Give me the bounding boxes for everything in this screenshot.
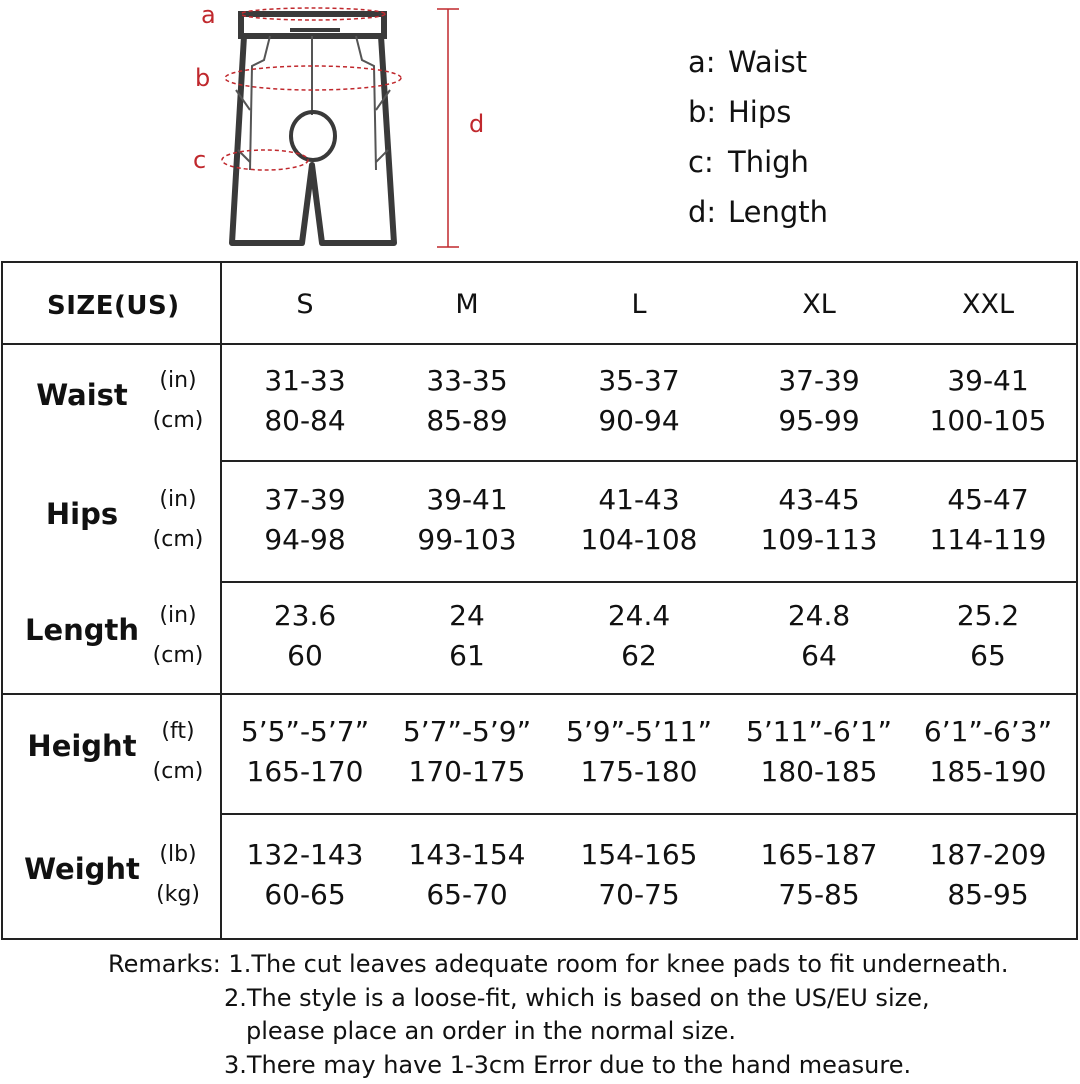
row-label-weight: Weight bbox=[24, 852, 140, 886]
table-cell: 39-41 bbox=[947, 364, 1029, 397]
legend-item-hips bbox=[688, 94, 828, 144]
label-c: c bbox=[193, 146, 207, 174]
row-label-height: Height bbox=[27, 729, 137, 763]
row-unit: (kg) bbox=[156, 882, 200, 907]
table-cell: 24.4 bbox=[607, 599, 671, 632]
table-cell: 180-185 bbox=[760, 755, 878, 788]
table-cell: 5’5”-5’7” bbox=[240, 715, 370, 748]
row-unit: (cm) bbox=[152, 526, 204, 552]
table-cell: 37-39 bbox=[264, 482, 346, 516]
table-cell: 104-108 bbox=[580, 522, 698, 556]
table-cell: 143-154 bbox=[408, 838, 526, 871]
legend-text: Waist bbox=[728, 45, 808, 79]
label-d: d bbox=[469, 110, 485, 138]
table-cell: 109-113 bbox=[760, 522, 878, 556]
table-cell: 39-41 bbox=[426, 482, 508, 516]
table-cell: 61 bbox=[449, 639, 485, 672]
header-size-m: M bbox=[455, 289, 479, 320]
table-cell: 187-209 bbox=[929, 838, 1047, 871]
table-cell: 70-75 bbox=[598, 878, 680, 911]
table-cell: 25.2 bbox=[956, 599, 1020, 632]
table-cell: 65-70 bbox=[426, 878, 508, 911]
table-cell: 5’9”-5’11” bbox=[566, 715, 712, 748]
row-unit: (cm) bbox=[152, 408, 204, 433]
row-unit: (in) bbox=[159, 368, 197, 393]
measurement-legend bbox=[688, 44, 828, 244]
table-cell: 24 bbox=[449, 599, 485, 632]
row-label-waist: Waist bbox=[36, 378, 128, 412]
shorts-outline-icon bbox=[0, 0, 1080, 258]
table-cell: 80-84 bbox=[264, 404, 346, 437]
table-cell: 64 bbox=[801, 639, 837, 672]
remark-line-1: Remarks: 1.The cut leaves adequate room for knee pads to fit underneath. bbox=[108, 950, 1009, 978]
table-cell: 60 bbox=[287, 639, 323, 672]
table-cell: 132-143 bbox=[246, 838, 364, 871]
table-cell: 95-99 bbox=[778, 404, 860, 437]
table-header-divider bbox=[3, 343, 1076, 345]
legend-text: Length bbox=[728, 195, 829, 229]
table-cell: 65 bbox=[970, 639, 1006, 672]
table-cell: 24.8 bbox=[787, 599, 851, 632]
table-cell: 35-37 bbox=[598, 364, 680, 397]
legend-item-thigh bbox=[688, 144, 828, 194]
remarks bbox=[108, 948, 1009, 1082]
table-cell: 60-65 bbox=[264, 878, 346, 911]
table-cell: 154-165 bbox=[580, 838, 698, 871]
row-unit: (cm) bbox=[152, 643, 204, 668]
row-unit: (cm) bbox=[152, 759, 204, 784]
table-row-divider bbox=[221, 581, 1076, 583]
legend-key: c: bbox=[688, 145, 714, 179]
table-cell: 165-187 bbox=[760, 838, 878, 871]
table-cell: 6’1”-6’3” bbox=[923, 715, 1053, 748]
table-cell: 85-95 bbox=[947, 878, 1029, 911]
table-cell: 31-33 bbox=[264, 364, 346, 397]
table-row-divider bbox=[221, 460, 1076, 462]
legend-key: d: bbox=[688, 195, 717, 229]
row-unit: (in) bbox=[159, 603, 197, 628]
table-cell: 85-89 bbox=[426, 404, 508, 437]
table-cell: 99-103 bbox=[417, 522, 517, 556]
table-cell: 41-43 bbox=[598, 482, 680, 516]
legend-key: a: bbox=[688, 45, 716, 79]
header-size-s: S bbox=[296, 289, 314, 320]
table-cell: 185-190 bbox=[929, 755, 1047, 788]
row-unit: (ft) bbox=[161, 719, 195, 744]
header-size-xxl: XXL bbox=[961, 289, 1015, 320]
legend-item-length bbox=[688, 194, 828, 244]
table-cell: 100-105 bbox=[929, 404, 1047, 437]
table-cell: 45-47 bbox=[947, 482, 1029, 516]
table-cell: 62 bbox=[621, 639, 657, 672]
table-cell: 5’7”-5’9” bbox=[402, 715, 532, 748]
table-cell: 175-180 bbox=[580, 755, 698, 788]
label-a: a bbox=[201, 1, 216, 29]
table-cell: 33-35 bbox=[426, 364, 508, 397]
remark-line-4: 3.There may have 1-3cm Error due to the hand measure. bbox=[224, 1050, 912, 1079]
legend-text: Thigh bbox=[728, 145, 809, 179]
table-cell: 90-94 bbox=[598, 404, 680, 437]
row-label-hips: Hips bbox=[45, 496, 119, 531]
legend-text: Hips bbox=[728, 95, 792, 129]
legend-key: b: bbox=[688, 95, 717, 129]
row-unit: (lb) bbox=[159, 842, 197, 867]
table-cell: 114-119 bbox=[929, 522, 1047, 556]
legend-item-waist bbox=[688, 44, 828, 94]
table-cell: 23.6 bbox=[273, 599, 337, 632]
table-cell: 37-39 bbox=[778, 364, 860, 397]
header-size-label: SIZE(US) bbox=[47, 291, 180, 321]
header-size-l: L bbox=[631, 289, 647, 320]
table-cell: 75-85 bbox=[778, 878, 860, 911]
remark-line-3: please place an order in the normal size. bbox=[246, 1017, 737, 1045]
table-cell: 170-175 bbox=[408, 755, 526, 788]
table-row-divider bbox=[221, 813, 1076, 815]
table-cell: 43-45 bbox=[778, 482, 860, 516]
label-b: b bbox=[195, 64, 211, 92]
size-chart-table bbox=[1, 261, 1078, 940]
table-cell: 165-170 bbox=[246, 755, 364, 788]
remark-line-2: 2.The style is a loose-fit, which is based on the US/EU size, bbox=[224, 983, 930, 1012]
row-label-length: Length bbox=[24, 613, 140, 647]
row-unit: (in) bbox=[159, 486, 197, 512]
table-cell: 5’11”-6’1” bbox=[746, 715, 892, 748]
measurement-diagram bbox=[0, 0, 1080, 258]
header-size-xl: XL bbox=[802, 289, 836, 320]
table-row-divider bbox=[3, 693, 1076, 695]
table-cell: 94-98 bbox=[264, 522, 346, 556]
